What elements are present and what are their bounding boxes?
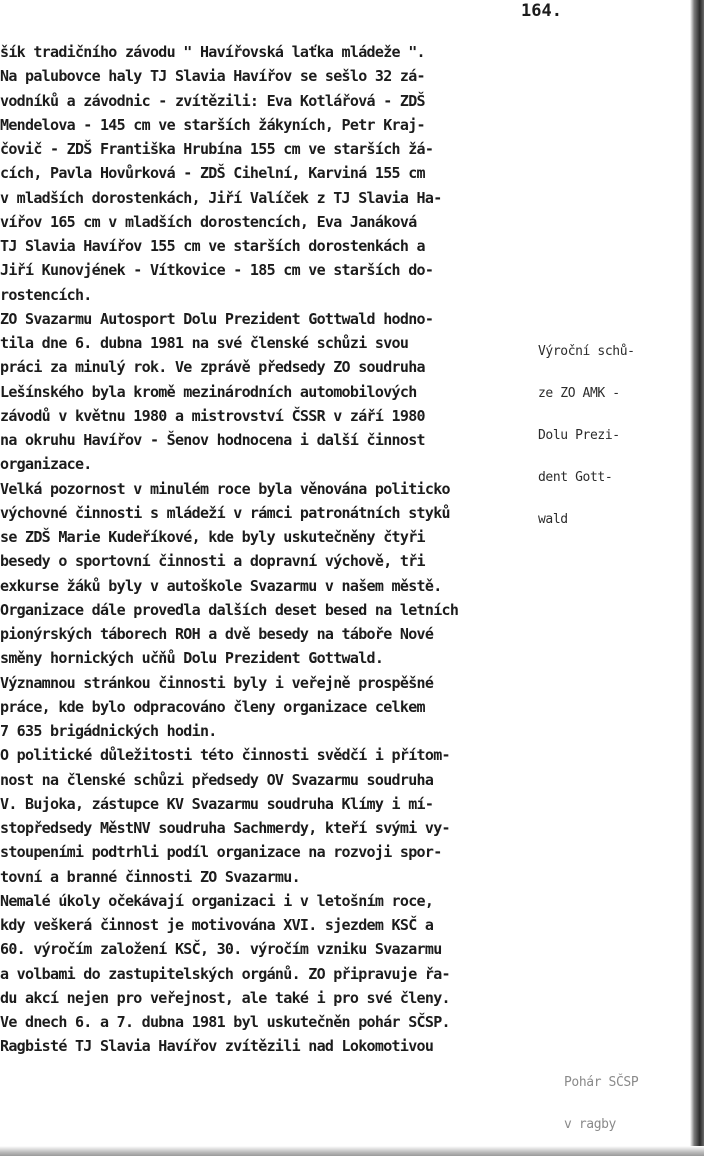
text-line: práci za minulý rok. Ve zprávě předsedy ZO soudruha [0, 358, 425, 377]
text-line: O politické důležitosti této činnosti svědčí i přítom- [0, 746, 450, 765]
text-line: práce, kde bylo odpracováno členy organizace celkem [0, 697, 425, 716]
text-line: šík tradičního závodu " Havířovská laťka mládeže ". [0, 43, 425, 61]
text-line: závodů v květnu 1980 a mistrovství ČSSR v září 1980 [0, 406, 425, 425]
chronicle-body-text [0, 40, 540, 1059]
text-line: Velká pozornost v minulém roce byla věnována politicko [0, 479, 450, 498]
text-line: Lešínského byla kromě mezinárodních automobilových [0, 382, 417, 401]
text-line: Významnou stránkou činnosti byly i veřejně prospěšné [0, 673, 434, 692]
text-line: cích, Pavla Hovůrková - ZDŠ Cihelní, Karviná 155 cm [0, 164, 425, 183]
margin-note-line: wald [538, 512, 568, 527]
text-line: nost na členské schůzi předsedy OV Svazarmu soudruha [0, 770, 434, 789]
text-line: směny hornických učňů Dolu Prezident Gottwald. [0, 649, 384, 668]
margin-note-rugby-cup [564, 1048, 638, 1146]
text-line: exkurse žáků byly v autoškole Svazarmu v našem městě. [0, 576, 442, 595]
text-line: du akcí nejen pro veřejnost, ale také i pro své členy. [0, 988, 450, 1007]
text-line: rostencích. [0, 285, 92, 304]
text-line: stoupeními podtrhli podíl organizace na rozvoji spor- [0, 843, 442, 862]
margin-note-line: dent Gott- [538, 470, 613, 485]
margin-note-line: v ragby [564, 1117, 616, 1132]
text-line: Jiří Kunovjének - Vítkovice - 185 cm ve starších do- [0, 261, 434, 280]
text-line: TJ Slavia Havířov 155 cm ve starších dorostenkách a [0, 237, 425, 255]
text-line: Mendelova - 145 cm ve starších žákyních, Petr Kraj- [0, 115, 425, 134]
text-line: besedy o sportovní činnosti a dopravní výchově, tři [0, 552, 425, 571]
text-line: čovič - ZDŠ Františka Hrubína 155 cm ve starších žá- [0, 140, 434, 158]
text-line: organizace. [0, 455, 92, 474]
text-line: Ragbisté TJ Slavia Havířov zvítězili nad Lokomotivou [0, 1037, 434, 1056]
text-line: výchovné činnosti s mládeží v rámci patronátních styků [0, 503, 450, 522]
page-bottom-edge [0, 1146, 704, 1156]
page-number: 164. [521, 1, 562, 21]
margin-note-line: ze ZO AMK - [538, 386, 620, 401]
margin-note-line: Pohár SČSP [564, 1075, 639, 1090]
text-line: 60. výročím založení KSČ, 30. výročím vzniku Svazarmu [0, 940, 442, 959]
margin-note-line: Výroční schů- [538, 344, 635, 359]
text-line: vodníků a závodnic - zvítězili: Eva Kotlářová - ZDŠ [0, 91, 425, 110]
text-line: vířov 165 cm v mladších dorostencích, Eva Janáková [0, 212, 417, 231]
text-line: Nemalé úkoly očekávají organizaci i v letošním roce, [0, 891, 434, 910]
page-edge-shadow [690, 0, 704, 1156]
text-line: se ZDŠ Marie Kudeříkové, kde byly uskutečněny čtyři [0, 528, 425, 546]
text-line: 7 635 brigádnických hodin. [0, 722, 217, 740]
text-line: stopředsedy MěstNV soudruha Sachmerdy, kteří svými vy- [0, 819, 450, 837]
text-line: a volbami do zastupitelských orgánů. ZO připravuje řa- [0, 964, 450, 983]
text-line: Ve dnech 6. a 7. dubna 1981 byl uskutečněn pohár SČSP. [0, 1013, 450, 1031]
margin-note-annual-meeting [538, 317, 635, 541]
text-line: v mladších dorostenkách, Jiří Valíček z TJ Slavia Ha- [0, 188, 442, 207]
text-line: tovní a branné činnosti ZO Svazarmu. [0, 867, 300, 886]
text-line: tila dne 6. dubna 1981 na své členské schůzi svou [0, 334, 409, 352]
text-line: Organizace dále provedla dalších deset besed na letních [0, 600, 459, 619]
text-line: pionýrských táborech ROH a dvě besedy na táboře Nové [0, 625, 434, 643]
text-line: ZO Svazarmu Autosport Dolu Prezident Gottwald hodno- [0, 309, 434, 328]
text-line: kdy veškerá činnost je motivována XVI. sjezdem KSČ a [0, 916, 434, 934]
text-line: na okruhu Havířov - Šenov hodnocena i další činnost [0, 431, 425, 449]
text-line: V. Bujoka, zástupce KV Svazarmu soudruha Klímy i mí- [0, 794, 434, 813]
text-line: Na palubovce haly TJ Slavia Havířov se sešlo 32 zá- [0, 67, 425, 86]
margin-note-line: Dolu Prezi- [538, 428, 620, 443]
